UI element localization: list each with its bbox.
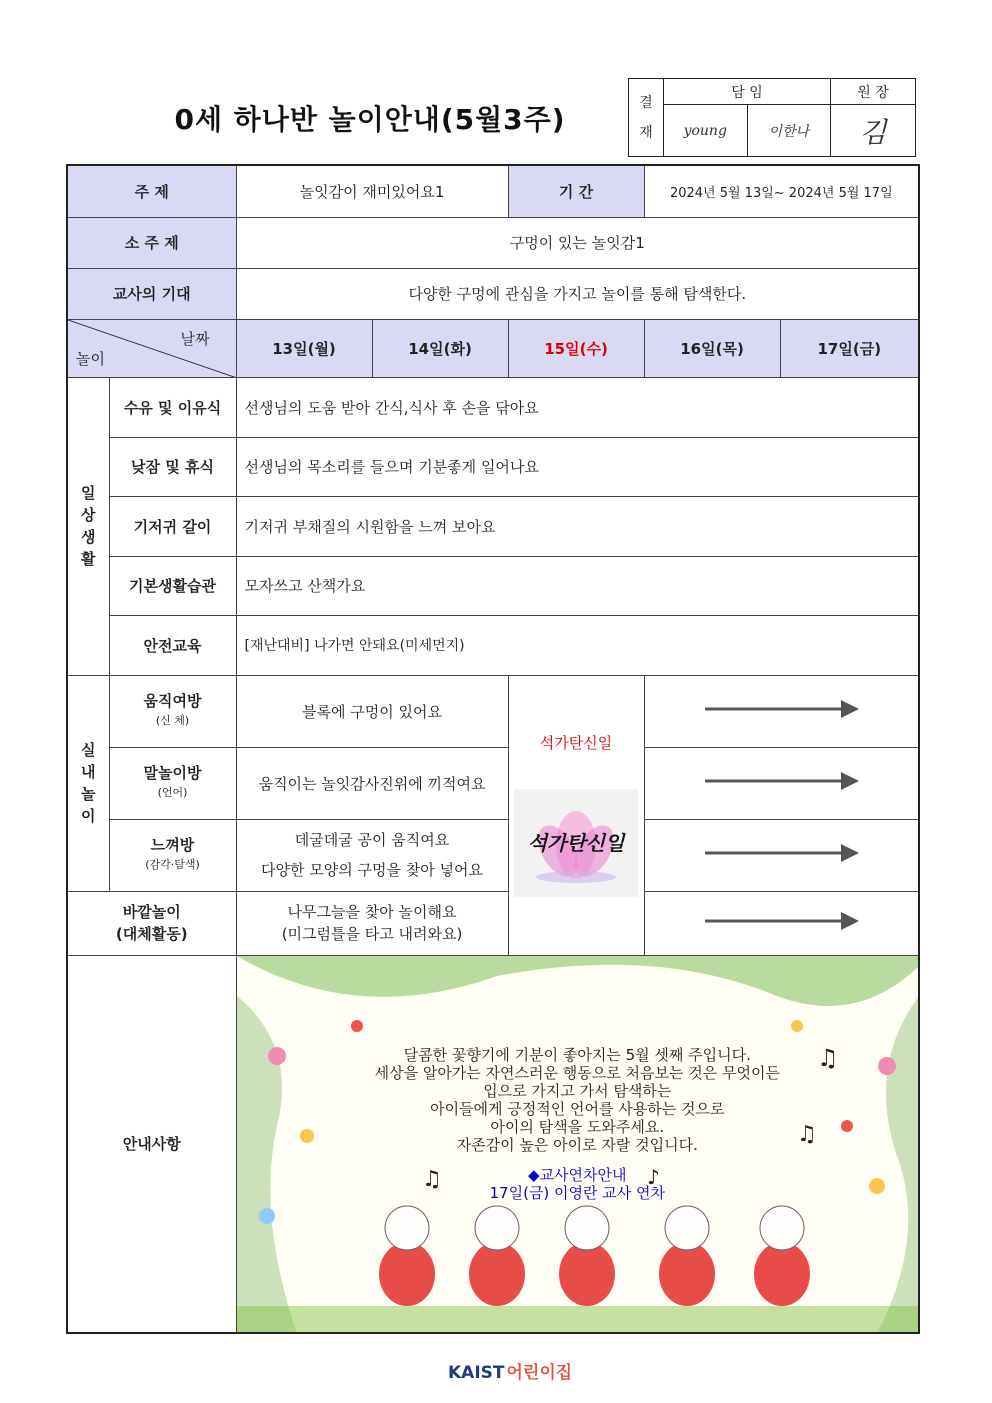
notice-line: 자존감이 높은 아이로 자랄 것입니다. <box>456 1135 698 1154</box>
indoor-activity <box>236 819 508 891</box>
period-label: 기 간 <box>508 165 644 217</box>
indoor-room-name: 느껴방 <box>150 836 195 854</box>
indoor-activity-line: 데굴데굴 공이 움직여요 <box>294 831 450 849</box>
approval-label <box>629 79 664 157</box>
holiday-cell <box>508 675 644 955</box>
outdoor-activity <box>236 891 508 955</box>
approval-teacher-header: 담 임 <box>664 79 831 105</box>
indoor-activity: 블록에 구멍이 있어요 <box>236 675 508 747</box>
continuation-arrow <box>644 891 919 955</box>
continuation-arrow <box>644 819 919 891</box>
daily-row-value: 선생님의 목소리를 들으며 기분좋게 일어나요 <box>236 437 919 496</box>
indoor-room-label <box>109 819 236 891</box>
right-arrow-icon <box>691 697 871 721</box>
teacher-expectation-value: 다양한 구멍에 관심을 가지고 놀이를 통해 탐색한다. <box>236 268 919 319</box>
indoor-room-name: 말놀이방 <box>143 764 202 782</box>
indoor-room-label <box>109 747 236 819</box>
indoor-room-label <box>109 675 236 747</box>
indoor-char-1: 실 <box>81 741 96 759</box>
director-signature: 김 <box>831 105 916 157</box>
indoor-char-2: 내 <box>81 763 96 781</box>
indoor-char-3: 놀 <box>81 785 96 803</box>
theme-label: 주 제 <box>67 165 236 217</box>
teacher-leave-title: ◆교사연차안내 <box>528 1165 627 1184</box>
notice-text <box>237 1043 919 1202</box>
day-wed-holiday: 15일(수) <box>508 319 644 377</box>
daily-char-2: 상 <box>81 506 96 524</box>
svg-text:♫: ♫ <box>816 1043 839 1072</box>
daily-row-value: [재난대비] 나가면 안돼요(미세먼지) <box>236 615 919 675</box>
notice-label: 안내사항 <box>67 955 236 1333</box>
daily-char-1: 일 <box>81 484 96 502</box>
corner-date-label: 날짜 <box>180 329 210 348</box>
outdoor-activity-line: (미그럼틀을 타고 내려와요) <box>281 925 463 943</box>
daily-char-4: 활 <box>81 550 96 568</box>
svg-text:♫: ♫ <box>796 1121 817 1147</box>
teacher-signature-1: young <box>664 105 748 157</box>
outdoor-label <box>67 891 236 955</box>
subtheme-value: 구멍이 있는 놀잇감1 <box>236 217 919 268</box>
right-arrow-icon <box>691 909 871 933</box>
notice-line: 달콤한 꽃향기에 기분이 좋아지는 5월 셋째 주입니다. <box>403 1045 751 1064</box>
subtheme-label: 소 주 제 <box>67 217 236 268</box>
daily-row-label: 기본생활습관 <box>109 556 236 615</box>
daily-row-label: 기저귀 갈이 <box>109 496 236 556</box>
indoor-play-group-label <box>67 675 109 891</box>
daily-row-label: 수유 및 이유식 <box>109 377 236 437</box>
approval-director-header: 원 장 <box>831 79 916 105</box>
day-fri: 17일(금) <box>780 319 919 377</box>
daily-row-value: 모자쓰고 산책가요 <box>236 556 919 615</box>
indoor-room-sub: (신 체) <box>155 714 190 727</box>
right-arrow-icon <box>691 841 871 865</box>
notice-line: 아이의 탐색을 도와주세요. <box>490 1117 665 1136</box>
plan-table <box>66 164 920 1334</box>
period-value: 2024년 5월 13일~ 2024년 5월 17일 <box>644 165 919 217</box>
outdoor-label-line1: 바깥놀이 <box>122 903 181 921</box>
daily-life-group-label <box>67 377 109 675</box>
approval-box <box>628 78 916 157</box>
indoor-char-4: 이 <box>81 807 96 825</box>
continuation-arrow <box>644 747 919 819</box>
logo-main-text: KAIST <box>448 1363 505 1383</box>
kaist-daycare-logo <box>448 1358 572 1383</box>
teacher-expectation-label: 교사의 기대 <box>67 268 236 319</box>
theme-value: 놀잇감이 재미있어요1 <box>236 165 508 217</box>
notice-banner <box>236 955 919 1333</box>
notice-line: 세상을 알아가는 자연스러운 행동으로 처음보는 것은 무엇이든 <box>374 1063 780 1082</box>
day-tue: 14일(화) <box>372 319 508 377</box>
approval-label-top: 결 <box>639 94 653 111</box>
svg-text:♫: ♫ <box>421 1166 442 1192</box>
indoor-activity-line: 다양한 모양의 구멍을 찾아 넣어요 <box>261 861 483 879</box>
outdoor-activity-line: 나무그늘을 찾아 놀이해요 <box>287 903 457 921</box>
holiday-image <box>514 789 638 897</box>
day-thu: 16일(목) <box>644 319 780 377</box>
teacher-leave-detail: 17일(금) 이영란 교사 연차 <box>489 1183 666 1202</box>
notice-line: 아이들에게 긍정적인 언어를 사용하는 것으로 <box>430 1099 725 1118</box>
outdoor-label-line2: (대체활동) <box>115 925 188 943</box>
holiday-label: 석가탄신일 <box>539 733 613 752</box>
approval-label-bottom: 재 <box>639 124 653 141</box>
daily-row-value: 기저귀 부채질의 시원함을 느껴 보아요 <box>236 496 919 556</box>
holiday-image-text: 석가탄신일 <box>527 830 625 855</box>
right-arrow-icon <box>691 769 871 793</box>
svg-text:♪: ♪ <box>646 1164 660 1189</box>
logo-sub-text: 어린이집 <box>506 1363 573 1383</box>
notice-line: 입으로 가지고 가서 탐색하는 <box>483 1081 672 1100</box>
indoor-room-sub: (언어) <box>157 786 188 799</box>
daily-char-3: 생 <box>81 528 96 546</box>
indoor-room-sub: (감각·탐색) <box>145 858 200 871</box>
banner-illustration <box>237 956 919 1333</box>
date-play-corner <box>67 319 236 377</box>
daily-row-label: 안전교육 <box>109 615 236 675</box>
corner-play-label: 놀이 <box>76 349 105 368</box>
teacher-signature-2: 이한나 <box>747 105 831 157</box>
daily-row-label: 낮잠 및 휴식 <box>109 437 236 496</box>
indoor-room-name: 움직여방 <box>143 692 202 710</box>
page-title: 0세 하나반 놀이안내(5월3주) <box>174 103 566 136</box>
continuation-arrow <box>644 675 919 747</box>
daily-row-value: 선생님의 도움 받아 간식,식사 후 손을 닦아요 <box>236 377 919 437</box>
day-mon: 13일(월) <box>236 319 372 377</box>
indoor-activity: 움직이는 놀잇감사진위에 끼적여요 <box>236 747 508 819</box>
